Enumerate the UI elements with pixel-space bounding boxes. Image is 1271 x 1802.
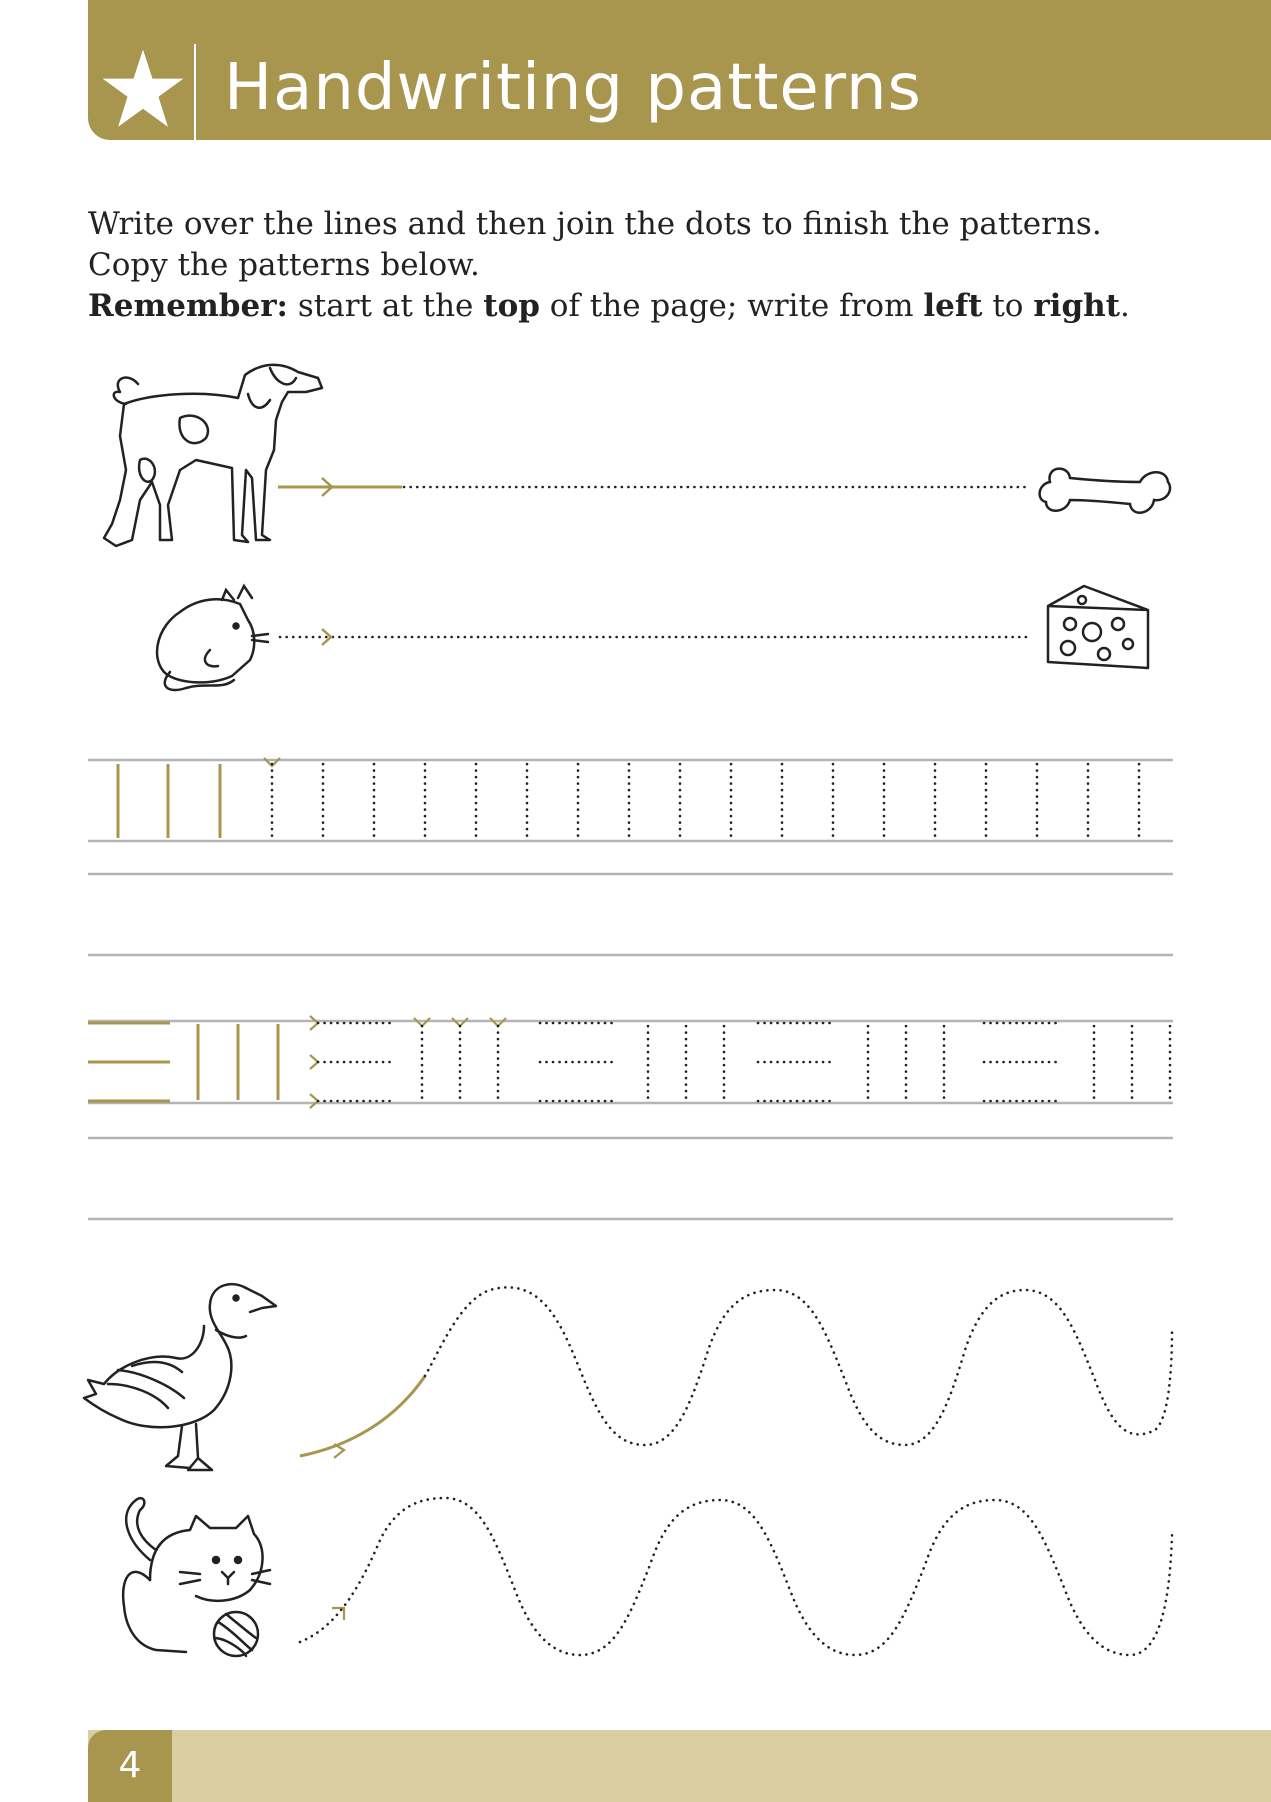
remember-label: Remember:: [88, 288, 288, 324]
cat-icon: [123, 1498, 270, 1656]
cheese-icon: [1048, 586, 1148, 668]
instruction-line-2: Copy the patterns below.: [88, 247, 480, 283]
wave-pattern-2: [300, 1498, 1172, 1655]
copy-lines-1: [88, 874, 1173, 955]
copy-lines-2: [88, 1138, 1173, 1219]
instruction-line-3: Remember: start at the top of the page; write from left to right.: [88, 288, 1130, 324]
block-pattern: [88, 1016, 1173, 1108]
mouse-icon: [157, 586, 268, 690]
dog-icon: [104, 365, 322, 546]
mouse-cheese-trace: [280, 629, 1030, 645]
page-number: 4: [118, 1745, 142, 1786]
vertical-lines-pattern: [88, 758, 1173, 841]
instruction-line-1: Write over the lines and then join the dots to finish the patterns.: [88, 206, 1102, 242]
bone-icon: [1040, 469, 1170, 513]
duck-icon: [84, 1284, 276, 1470]
page-number-box: [88, 1730, 172, 1802]
page-title: Handwriting patterns: [224, 51, 922, 125]
dog-bone-trace: [278, 478, 1030, 496]
footer-band: [88, 1730, 1271, 1802]
wave-pattern-1: [300, 1287, 1172, 1458]
